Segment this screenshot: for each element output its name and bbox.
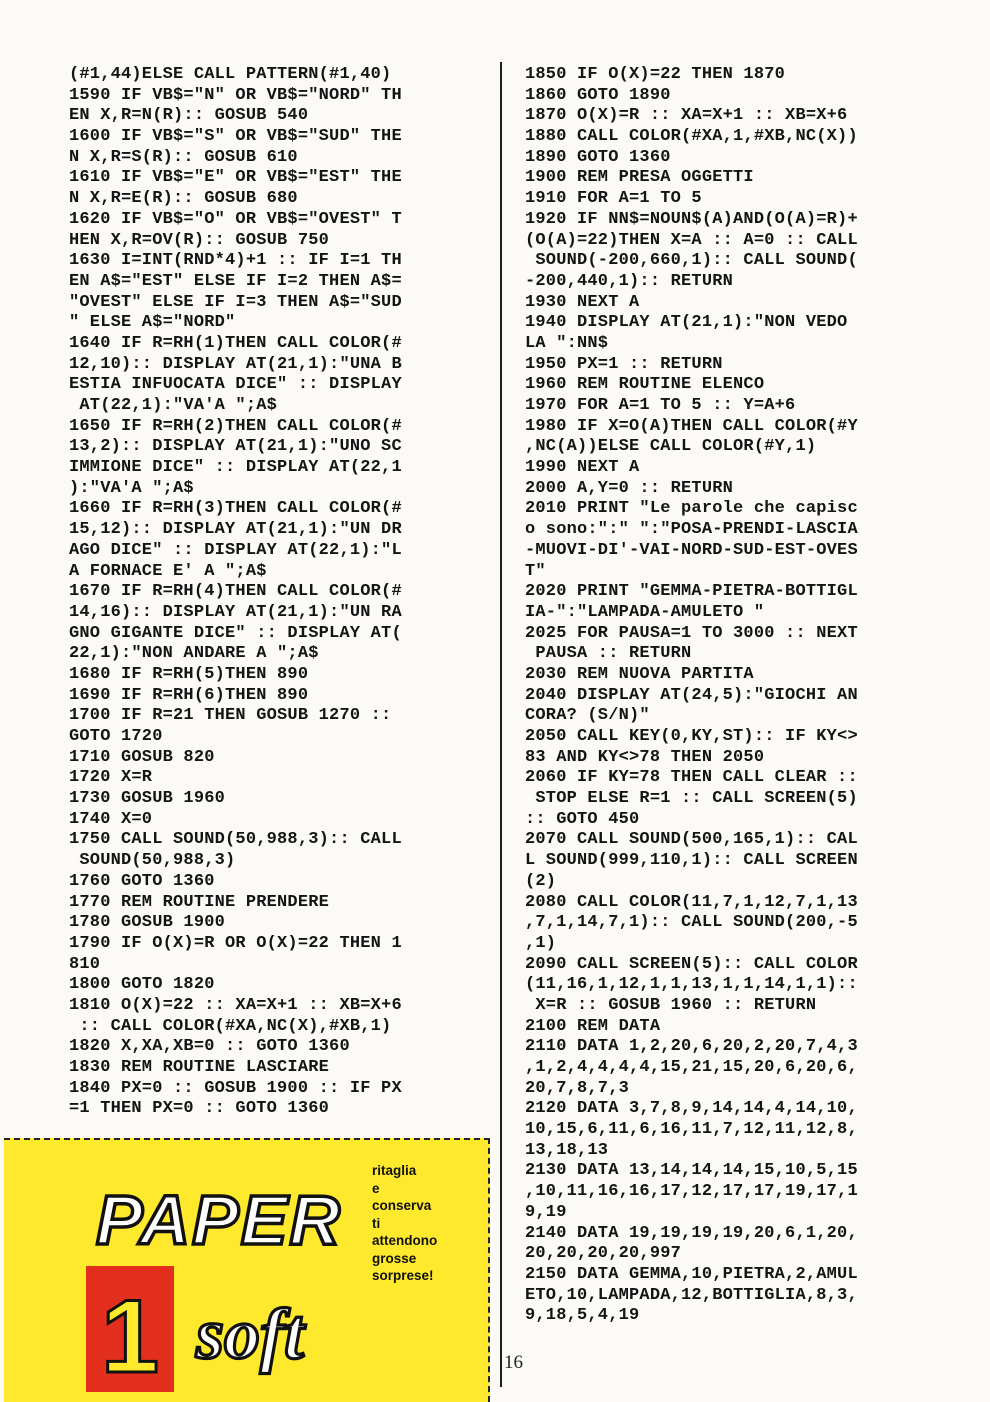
code-line: 1680 IF R=RH(5)THEN 890	[69, 664, 309, 684]
tagline-line: attendono	[372, 1233, 438, 1248]
code-line: 1740 X=0	[69, 809, 153, 829]
code-line: GOTO 1720	[69, 727, 163, 746]
code-line: 1640 IF R=RH(1)THEN CALL COLOR(#	[69, 333, 402, 353]
code-line: 2030 REM NUOVA PARTITA	[525, 664, 754, 684]
tagline-line: conserva	[372, 1198, 432, 1213]
code-line: PAUSA :: RETURN	[525, 644, 692, 664]
code-line: 2070 CALL SOUND(500,165,1):: CAL	[525, 830, 858, 850]
code-line: AGO DICE" :: DISPLAY AT(22,1):"L	[69, 540, 402, 560]
code-line: 1970 FOR A=1 TO 5 :: Y=A+6	[525, 396, 796, 415]
code-line: 2025 FOR PAUSA=1 TO 3000 :: NEXT	[525, 623, 858, 643]
code-line: 1840 PX=0 :: GOSUB 1900 :: IF PX	[69, 1078, 402, 1098]
code-line: 2040 DISPLAY AT(24,5):"GIOCHI AN	[525, 685, 858, 705]
code-line: AT(22,1):"VA'A ";A$	[69, 396, 278, 415]
code-line: 1750 CALL SOUND(50,988,3):: CALL	[69, 830, 402, 850]
code-line: EN A$="EST" ELSE IF I=2 THEN A$=	[69, 271, 402, 291]
code-column-right	[525, 65, 945, 1327]
tagline-line: ti	[372, 1215, 381, 1231]
code-line: 1850 IF O(X)=22 THEN 1870	[525, 65, 786, 84]
code-line: 2120 DATA 3,7,8,9,14,14,4,14,10,	[525, 1099, 858, 1119]
code-line: GNO GIGANTE DICE" :: DISPLAY AT(	[69, 623, 402, 643]
code-line: 1780 GOSUB 1900	[69, 913, 226, 933]
code-line: SOUND(-200,660,1):: CALL SOUND(	[525, 251, 858, 271]
code-line: 2130 DATA 13,14,14,14,15,10,5,15	[525, 1161, 858, 1181]
code-line: ,1)	[525, 933, 557, 953]
code-line: 1800 GOTO 1820	[69, 975, 215, 995]
tagline-line: grosse	[372, 1250, 417, 1266]
code-line: 1960 REM ROUTINE ELENCO	[525, 375, 765, 395]
code-line: HEN X,R=OV(R):: GOSUB 750	[69, 230, 330, 250]
code-line: (#1,44)ELSE CALL PATTERN(#1,40)	[69, 65, 392, 84]
code-line: ESTIA INFUOCATA DICE" :: DISPLAY	[69, 375, 402, 395]
code-line: 10,15,6,11,6,16,11,7,12,11,12,8,	[525, 1120, 858, 1140]
code-line: 2080 CALL COLOR(11,7,1,12,7,1,13	[525, 892, 858, 912]
page-number: 16	[504, 1352, 523, 1373]
code-line: 9,19	[525, 1202, 567, 1222]
code-line: :: GOTO 450	[525, 809, 640, 829]
code-line: 2090 CALL SCREEN(5):: CALL COLOR	[525, 954, 858, 974]
code-column-left	[69, 65, 489, 1120]
code-line: 1660 IF R=RH(3)THEN CALL COLOR(#	[69, 499, 402, 519]
code-line: 20,7,8,7,3	[525, 1078, 630, 1098]
code-line: 1700 IF R=21 THEN GOSUB 1270 ::	[69, 706, 392, 726]
code-line: 1890 GOTO 1360	[525, 147, 671, 167]
code-line: 1670 IF R=RH(4)THEN CALL COLOR(#	[69, 582, 402, 602]
code-line: ,7,1,14,7,1):: CALL SOUND(200,-5	[525, 913, 858, 933]
code-line: 1950 PX=1 :: RETURN	[525, 354, 723, 374]
code-line: 2020 PRINT "GEMMA-PIETRA-BOTTIGL	[525, 582, 858, 602]
logo-issue-number: 1	[101, 1279, 159, 1395]
code-line: ,10,11,16,16,17,12,17,17,19,17,1	[525, 1182, 858, 1202]
code-line: 83 AND KY<>78 THEN 2050	[525, 747, 765, 767]
code-line: N X,R=E(R):: GOSUB 680	[69, 189, 298, 209]
code-line: 13,18,13	[525, 1140, 609, 1160]
code-line: X=R :: GOSUB 1960 :: RETURN	[525, 995, 817, 1015]
code-line: 13,2):: DISPLAY AT(21,1):"UNO SC	[69, 437, 402, 457]
code-line: 1860 GOTO 1890	[525, 85, 671, 105]
code-line: 2000 A,Y=0 :: RETURN	[525, 478, 734, 498]
code-line: 810	[69, 954, 101, 974]
code-line: 1600 IF VB$="S" OR VB$="SUD" THE	[69, 127, 402, 147]
tagline-line: ritaglia	[372, 1163, 417, 1178]
code-line: IA-":"LAMPADA-AMULETO "	[525, 602, 765, 622]
code-line: "OVEST" ELSE IF I=3 THEN A$="SUD	[69, 292, 402, 312]
code-line: 2140 DATA 19,19,19,19,20,6,1,20,	[525, 1223, 858, 1243]
code-line: ):"VA'A ";A$	[69, 478, 194, 498]
code-line: LA ":NN$	[525, 333, 609, 353]
code-line: 2100 REM DATA	[525, 1016, 661, 1036]
code-line: T"	[525, 561, 546, 581]
code-line: 1930 NEXT A	[525, 292, 640, 312]
code-line: (O(A)=22)THEN X=A :: A=0 :: CALL	[525, 230, 858, 250]
logo-word-paper: PAPER	[96, 1181, 342, 1259]
code-line: 1710 GOSUB 820	[69, 747, 215, 767]
code-line: (2)	[525, 871, 557, 891]
code-line: 2060 IF KY=78 THEN CALL CLEAR ::	[525, 768, 858, 788]
code-line: " ELSE A$="NORD"	[69, 313, 236, 333]
code-line: 1920 IF NN$=NOUN$(A)AND(O(A)=R)+	[525, 209, 858, 229]
code-line: :: CALL COLOR(#XA,NC(X),#XB,1)	[69, 1016, 392, 1036]
code-line: EN X,R=N(R):: GOSUB 540	[69, 106, 309, 126]
code-line: 1990 NEXT A	[525, 458, 640, 478]
code-line: 1980 IF X=O(A)THEN CALL COLOR(#Y	[525, 416, 858, 436]
column-divider	[500, 62, 502, 1387]
code-line: 1630 I=INT(RND*4)+1 :: IF I=1 TH	[69, 251, 402, 271]
code-line: 1620 IF VB$="O" OR VB$="OVEST" T	[69, 209, 402, 229]
code-line: 2010 PRINT "Le parole che capisc	[525, 499, 858, 519]
code-line: 20,20,20,20,997	[525, 1244, 682, 1264]
code-line: A FORNACE E' A ";A$	[69, 561, 267, 581]
code-line: 1760 GOTO 1360	[69, 871, 215, 891]
code-line: (11,16,1,12,1,1,13,1,1,14,1,1)::	[525, 975, 858, 995]
code-line: IMMIONE DICE" :: DISPLAY AT(22,1	[69, 458, 402, 478]
code-line: 2050 CALL KEY(0,KY,ST):: IF KY<>	[525, 727, 858, 746]
code-line: -MUOVI-DI'-VAI-NORD-SUD-EST-OVES	[525, 540, 858, 560]
code-line: STOP ELSE R=1 :: CALL SCREEN(5)	[525, 789, 858, 809]
code-line: CORA? (S/N)"	[525, 706, 650, 726]
code-line: SOUND(50,988,3)	[69, 851, 236, 871]
code-line: 1690 IF R=RH(6)THEN 890	[69, 685, 309, 705]
code-line: ,NC(A))ELSE CALL COLOR(#Y,1)	[525, 437, 817, 457]
code-line: 12,10):: DISPLAY AT(21,1):"UNA B	[69, 354, 402, 374]
code-line: 1830 REM ROUTINE LASCIARE	[69, 1058, 330, 1077]
code-line: 1730 GOSUB 1960	[69, 789, 226, 809]
code-line: ETO,10,LAMPADA,12,BOTTIGLIA,8,3,	[525, 1285, 858, 1305]
code-line: L SOUND(999,110,1):: CALL SCREEN	[525, 851, 858, 871]
tagline-line: e	[372, 1180, 380, 1196]
code-line: 1720 X=R	[69, 768, 153, 788]
code-line: 14,16):: DISPLAY AT(21,1):"UN RA	[69, 602, 402, 622]
code-line: 2110 DATA 1,2,20,6,20,2,20,7,4,3	[525, 1037, 858, 1057]
code-line: o sono:":" ":"POSA-PRENDI-LASCIA	[525, 520, 858, 540]
code-line: 22,1):"NON ANDARE A ";A$	[69, 644, 319, 664]
code-line: 1650 IF R=RH(2)THEN CALL COLOR(#	[69, 416, 402, 436]
code-line: 15,12):: DISPLAY AT(21,1):"UN DR	[69, 520, 402, 540]
logo-word-soft: soft	[196, 1294, 304, 1374]
code-line: 1790 IF O(X)=R OR O(X)=22 THEN 1	[69, 933, 402, 953]
coupon-tagline	[372, 1162, 484, 1285]
code-line: 1940 DISPLAY AT(21,1):"NON VEDO	[525, 313, 848, 333]
code-line: 1900 REM PRESA OGGETTI	[525, 168, 754, 188]
paper-soft-coupon	[4, 1138, 490, 1402]
code-line: 1820 X,XA,XB=0 :: GOTO 1360	[69, 1037, 350, 1057]
code-line: 1870 O(X)=R :: XA=X+1 :: XB=X+6	[525, 106, 848, 126]
code-line: 2150 DATA GEMMA,10,PIETRA,2,AMUL	[525, 1264, 858, 1284]
code-line: 9,18,5,4,19	[525, 1306, 640, 1326]
code-line: 1810 O(X)=22 :: XA=X+1 :: XB=X+6	[69, 995, 402, 1015]
code-line: 1880 CALL COLOR(#XA,1,#XB,NC(X))	[525, 127, 858, 147]
code-line: ,1,2,4,4,4,4,15,21,15,20,6,20,6,	[525, 1058, 858, 1077]
code-line: -200,440,1):: RETURN	[525, 271, 734, 291]
code-line: =1 THEN PX=0 :: GOTO 1360	[69, 1099, 330, 1119]
code-line: 1770 REM ROUTINE PRENDERE	[69, 892, 330, 912]
code-line: 1910 FOR A=1 TO 5	[525, 189, 702, 209]
code-line: N X,R=S(R):: GOSUB 610	[69, 147, 298, 167]
code-line: 1610 IF VB$="E" OR VB$="EST" THE	[69, 168, 402, 188]
tagline-line: sorprese!	[372, 1268, 434, 1283]
code-line: 1590 IF VB$="N" OR VB$="NORD" TH	[69, 85, 402, 105]
